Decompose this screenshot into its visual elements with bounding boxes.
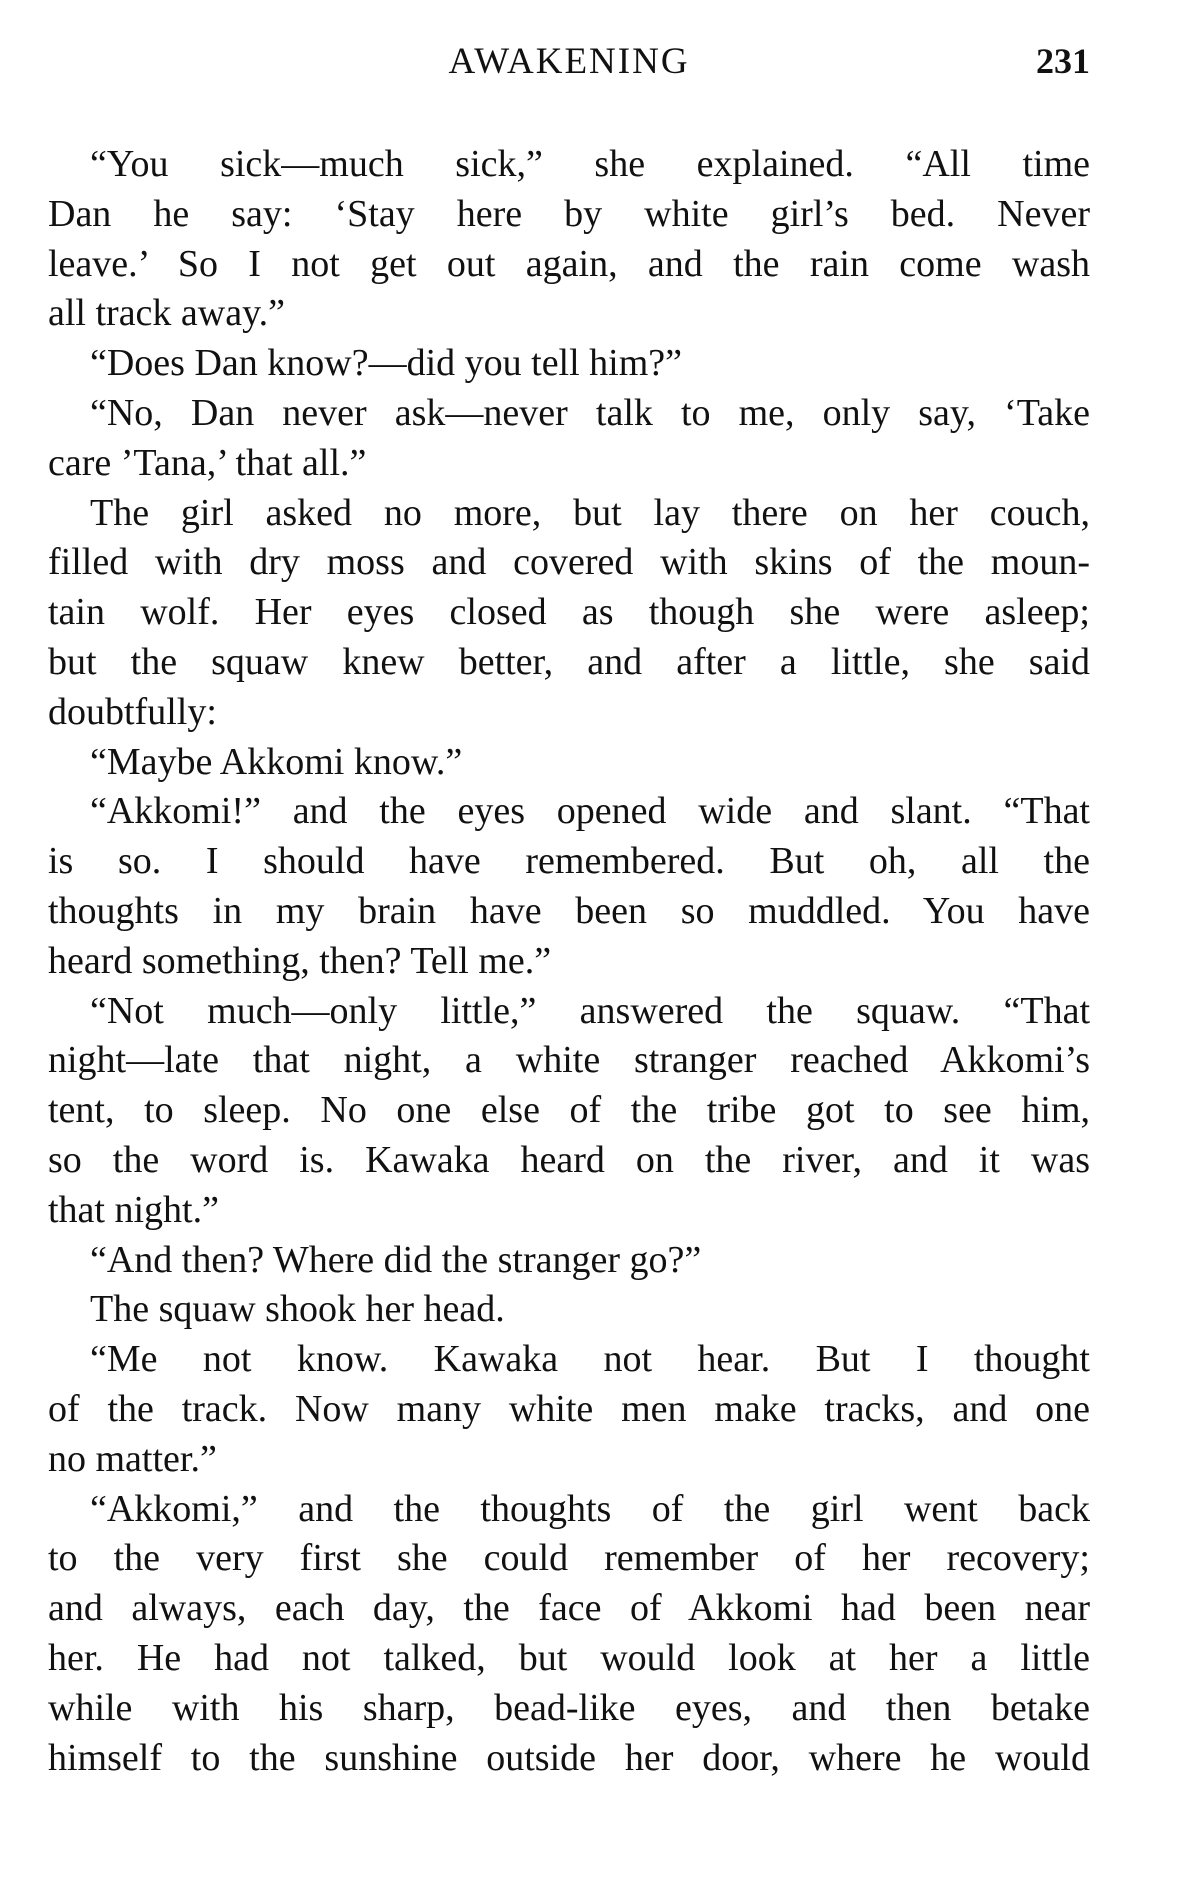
text-line: “You sick—much sick,” she explained. “All time xyxy=(90,143,1090,185)
text-line: “Maybe Akkomi know.” xyxy=(90,740,463,783)
text-line: tain wolf. Her eyes closed as though she were asleep; xyxy=(48,591,1090,634)
text-line: The squaw shook her head. xyxy=(90,1288,505,1331)
text-line: of the track. Now many white men make tracks, and one xyxy=(48,1387,1090,1430)
text-line: to the very first she could remember of her recovery; xyxy=(48,1537,1090,1580)
text-line: so the word is. Kawaka heard on the river, and it was xyxy=(48,1138,1090,1181)
text-line: “And then? Where did the stranger go?” xyxy=(90,1238,702,1281)
text-line: care ’Tana,’ that all.” xyxy=(48,441,367,484)
text-line: that night.” xyxy=(48,1188,219,1231)
text-line: thoughts in my brain have been so muddled. You have xyxy=(48,889,1090,932)
text-line: night—late that night, a white stranger reached Akkomi’s xyxy=(48,1039,1090,1082)
running-title: AWAKENING xyxy=(448,41,690,82)
text-line: doubtfully: xyxy=(48,690,217,733)
text-line: himself to the sunshine outside her door, where he would xyxy=(48,1736,1090,1779)
text-line: The girl asked no more, but lay there on her couch, xyxy=(90,491,1090,534)
text-line: but the squaw knew better, and after a little, she said xyxy=(48,640,1090,683)
text-line: while with his sharp, bead-like eyes, and then betake xyxy=(48,1686,1090,1729)
text-line: her. He had not talked, but would look at her a little xyxy=(48,1636,1090,1679)
text-line: filled with dry moss and covered with skins of the moun- xyxy=(48,541,1090,584)
text-line: leave.’ So I not get out again, and the rain come wash xyxy=(48,242,1090,285)
page-number: 231 xyxy=(1036,41,1090,81)
text-line: “Not much—only little,” answered the squaw. “That xyxy=(90,989,1090,1032)
body-text xyxy=(48,140,1090,1783)
running-head xyxy=(48,40,1090,90)
text-line: is so. I should have remembered. But oh, all the xyxy=(48,840,1090,883)
text-line: all track away.” xyxy=(48,292,285,335)
text-line: tent, to sleep. No one else of the tribe got to see him, xyxy=(48,1089,1090,1132)
text-line: “No, Dan never ask—never talk to me, only say, ‘Take xyxy=(90,391,1090,434)
text-line: heard something, then? Tell me.” xyxy=(48,939,552,982)
text-line: “Akkomi!” and the eyes opened wide and slant. “That xyxy=(90,790,1090,833)
text-line: no matter.” xyxy=(48,1437,217,1480)
text-line: and always, each day, the face of Akkomi had been near xyxy=(48,1587,1090,1630)
text-line: “Does Dan know?—did you tell him?” xyxy=(90,342,683,385)
text-line: “Akkomi,” and the thoughts of the girl went back xyxy=(90,1487,1090,1530)
text-line: “Me not know. Kawaka not hear. But I thought xyxy=(90,1338,1090,1381)
text-line: Dan he say: ‘Stay here by white girl’s bed. Never xyxy=(48,192,1090,235)
